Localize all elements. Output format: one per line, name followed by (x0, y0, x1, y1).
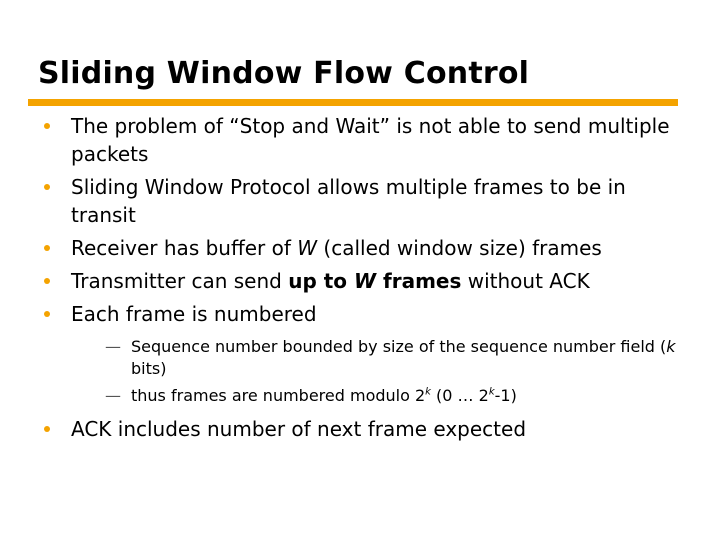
emphasis-part: up to (288, 269, 354, 293)
bullet-item (44, 234, 684, 262)
exponent-k: k (488, 386, 495, 398)
bullet-text-pre: Transmitter can send (71, 269, 289, 293)
bullet-dot-icon (44, 426, 50, 432)
bullet-item (44, 112, 684, 168)
exponent-k: k (425, 386, 431, 398)
bullet-dot-icon (44, 245, 50, 251)
emphasis-part: frames (376, 269, 462, 293)
sub-bullet-text-pre: Sequence number bounded by size of the sequence number field ( (131, 337, 667, 356)
sub-bullet-list (105, 336, 684, 407)
bullet-text-post: (called window size) frames (317, 236, 602, 260)
bullet-text-post: without ACK (461, 269, 590, 293)
bullet-list (44, 112, 684, 448)
bullet-text: Sliding Window Protocol allows multiple frames to be in transit (71, 175, 626, 227)
title-underline (28, 99, 678, 106)
bullet-item (44, 173, 684, 229)
sub-bullet-item (105, 385, 691, 407)
window-size-variable: W (297, 236, 318, 260)
sub-bullet-text-mid: (0 … 2 (430, 386, 489, 405)
bullet-dot-icon (44, 311, 50, 317)
bits-variable: k (666, 337, 676, 356)
sub-bullet-text-post: bits) (131, 359, 167, 378)
bullet-text: ACK includes number of next frame expected (71, 417, 527, 441)
sub-bullet-text-post: -1) (494, 386, 517, 405)
bullet-emphasis (288, 269, 461, 293)
bullet-text-pre: Receiver has buffer of (71, 236, 298, 260)
dash-icon: — (105, 337, 121, 356)
bullet-dot-icon (44, 123, 50, 129)
bullet-dot-icon (44, 184, 50, 190)
slide-title: Sliding Window Flow Control (38, 56, 530, 91)
bullet-dot-icon (44, 278, 50, 284)
sub-bullet-text-pre: thus frames are numbered modulo 2 (131, 386, 426, 405)
window-size-variable: W (353, 269, 377, 293)
bullet-item (44, 415, 684, 443)
bullet-item (44, 300, 684, 407)
sub-bullet-item (105, 336, 691, 380)
dash-icon: — (105, 386, 121, 405)
bullet-text: The problem of “Stop and Wait” is not able to send multiple packets (71, 114, 670, 166)
bullet-item (44, 267, 684, 295)
bullet-text: Each frame is numbered (71, 302, 317, 326)
